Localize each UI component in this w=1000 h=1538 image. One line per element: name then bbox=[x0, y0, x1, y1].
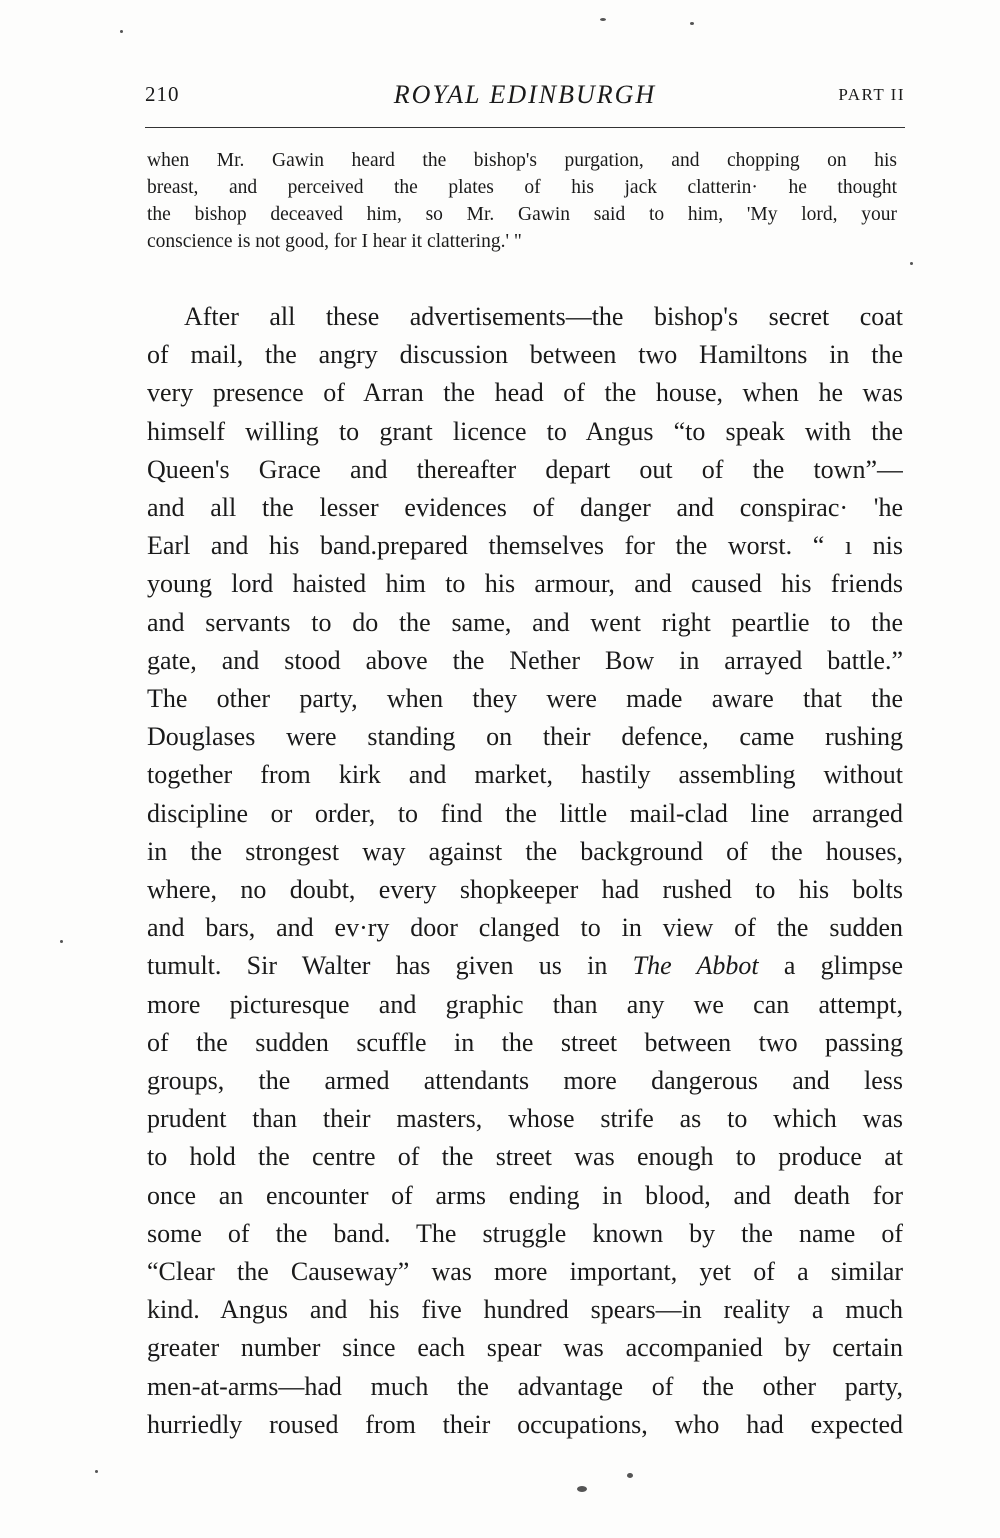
text-line: greater number since each spear was accompanied by certain bbox=[147, 1333, 903, 1363]
scan-speck bbox=[910, 262, 913, 265]
running-title: ROYAL EDINBURGH bbox=[393, 80, 657, 109]
text-line: more picturesque and graphic than any we can attempt, bbox=[147, 989, 903, 1019]
scan-speck bbox=[690, 22, 694, 25]
scan-speck bbox=[95, 1470, 98, 1473]
text-line: discipline or order, to find the little mail-clad line arranged bbox=[147, 798, 903, 828]
quote-line: when Mr. Gawin heard the bishop's purgation, and chopping on his bbox=[147, 150, 897, 171]
scan-speck bbox=[577, 1486, 587, 1492]
text-line: After all these advertisements—the bishop's secret coat bbox=[184, 302, 903, 331]
text-fragment: a glimpse bbox=[758, 951, 903, 981]
scan-speck bbox=[627, 1473, 633, 1478]
text-line: of mail, the angry discussion between two Hamiltons in the bbox=[147, 340, 903, 370]
text-line bbox=[147, 947, 903, 985]
text-line: and bars, and ev·ry door clanged to in view of the sudden bbox=[147, 913, 903, 943]
text-line: to hold the centre of the street was enough to produce at bbox=[147, 1142, 903, 1172]
text-line: young lord haisted him to his armour, and caused his friends bbox=[147, 569, 903, 599]
text-line: where, no doubt, every shopkeeper had rushed to his bolts bbox=[147, 875, 903, 905]
text-line: The other party, when they were made aware that the bbox=[147, 684, 903, 714]
text-line: and servants to do the same, and went right peartlie to the bbox=[147, 607, 903, 637]
body-paragraph bbox=[147, 298, 903, 1444]
scan-speck bbox=[600, 18, 606, 21]
text-line: groups, the armed attendants more dangerous and less bbox=[147, 1066, 903, 1096]
text-line: hurriedly roused from their occupations, who had expected bbox=[147, 1409, 903, 1439]
scan-speck bbox=[120, 30, 123, 33]
text-line: himself willing to grant licence to Angus “to speak with the bbox=[147, 416, 903, 446]
text-line: gate, and stood above the Nether Bow in arrayed battle.” bbox=[147, 645, 903, 675]
text-line: very presence of Arran the head of the house, when he was bbox=[147, 378, 903, 408]
page-number: 210 bbox=[145, 82, 180, 106]
text-line: men-at-arms—had much the advantage of the other party, bbox=[147, 1371, 903, 1401]
quote-line: the bishop deceaved him, so Mr. Gawin said to him, 'Μy lord, your bbox=[147, 204, 897, 225]
text-line: together from kirk and market, hastily assembling without bbox=[147, 760, 903, 790]
quote-line: conscience is not good, for I hear it clattering.' " bbox=[147, 231, 522, 252]
text-line: kind. Angus and his five hundred spears—in reality a much bbox=[147, 1295, 903, 1325]
book-title-italic: The Abbot bbox=[632, 951, 759, 981]
text-line: some of the band. The struggle known by the name of bbox=[147, 1218, 903, 1248]
text-line: Douglases were standing on their defence, came rushing bbox=[147, 722, 903, 752]
scan-speck bbox=[60, 940, 63, 943]
page-header bbox=[145, 80, 905, 120]
text-line: in the strongest way against the background of the houses, bbox=[147, 836, 903, 866]
text-line: Queen's Grace and thereafter depart out of the town”— bbox=[147, 454, 903, 484]
text-line: Earl and his band.prepared themselves for the worst. “ ı nis bbox=[147, 531, 903, 561]
text-line: and all the lesser evidences of danger and conspirac· 'he bbox=[147, 493, 903, 523]
header-rule bbox=[145, 127, 905, 128]
text-line: prudent than their masters, whose strife as to which was bbox=[147, 1104, 903, 1134]
text-line: once an encounter of arms ending in blood, and death for bbox=[147, 1180, 903, 1210]
text-line: of the sudden scuffle in the street between two passing bbox=[147, 1027, 903, 1057]
part-label: PART II bbox=[838, 85, 905, 104]
block-quote bbox=[147, 147, 897, 255]
text-line: “Clear the Causeway” was more important, yet of a similar bbox=[147, 1257, 903, 1287]
text-fragment: tumult. Sir Walter has given us in bbox=[147, 951, 633, 981]
quote-line: breast, and perceived the plates of his jack clatterin· he thought bbox=[147, 177, 897, 198]
